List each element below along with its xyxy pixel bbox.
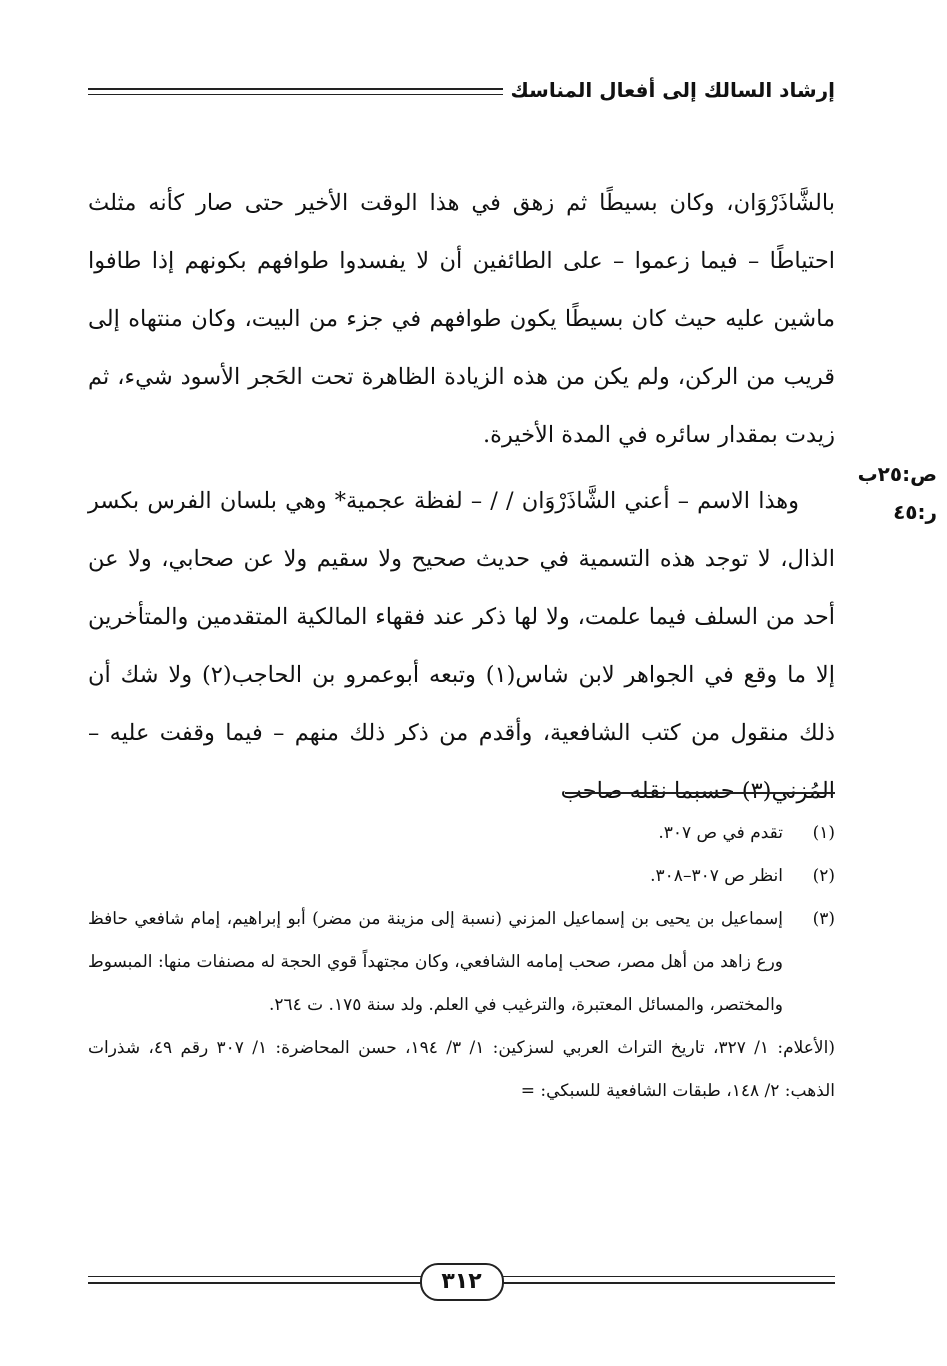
main-text bbox=[88, 174, 835, 820]
page-number: ٣١٢ bbox=[420, 1263, 504, 1301]
footnote-number: (١) bbox=[812, 823, 835, 843]
footnote-text: انظر ص ٣٠٧–٣٠٨. bbox=[650, 866, 783, 886]
margin-note-line-1: ص:٢٥ب bbox=[857, 462, 937, 486]
footnote-2 bbox=[88, 855, 835, 898]
footnote-3-references: (الأعلام: ١/ ٣٢٧، تاريخ التراث العربي لسزكين: ١/ ٣/ ١٩٤، حسن المحاضرة: ١/ ٣٠٧ رقم ٤٩، شذرات الذهب: ٢/ ١٤٨، طبقات الشافعية للسبكي: = bbox=[88, 1038, 835, 1101]
footnote-text: تقدم في ص ٣٠٧. bbox=[658, 823, 783, 843]
header-rule-thin bbox=[88, 94, 565, 95]
page-footer bbox=[88, 1263, 835, 1299]
paragraph-2: وهذا الاسم – أعني الشَّاذَرْوَان / / – لفظة عجمية* وهي بلسان الفرس بكسر الذال، لا توجد هذه التسمية في حديث صحيح ولا سقيم ولا عن صحابي، ولا عن أحد من السلف فيما علمت، ولا لها ذكر عند فقهاء المالكية المتقدمين والمتأخرين إلا ما وقع في الجواهر لابن شاس(١) وتبعه أبوعمرو بن الحاجب(٢) ولا شك أن ذلك منقول من كتب الشافعية، وأقدم من ذكر ذلك منهم – فيما وقفت عليه – المُزني(٣) حسبما نقله صاحب bbox=[88, 488, 835, 804]
running-header bbox=[88, 78, 835, 108]
margin-note-line-2: ر:٤٥ bbox=[893, 500, 937, 524]
footnote-number: (٣) bbox=[812, 909, 835, 929]
header-rule bbox=[88, 88, 565, 90]
footnote-3 bbox=[88, 898, 835, 1027]
paragraph-1: بالشَّاذَرْوَان، وكان بسيطًا ثم زهق في هذا الوقت الأخير حتى صار كأنه مثلث احتياطًا – فيما زعموا – على الطائفين أن لا يفسدوا طوافهم بكونهم إذا طافوا ماشين عليه حيث كان بسيطًا يكون طوافهم في جزء من البيت، وكان منتهاه إلى قريب من الركن، ولم يكن من هذه الزيادة الظاهرة تحت الحَجر الأسود شيء، ثم زيدت بمقدار سائره في المدة الأخيرة. bbox=[88, 190, 835, 448]
footnotes bbox=[88, 812, 835, 1113]
footnote-separator bbox=[565, 792, 835, 794]
footnote-1 bbox=[88, 812, 835, 855]
book-title: إرشاد السالك إلى أفعال المناسك bbox=[503, 78, 835, 102]
manuscript-margin-reference bbox=[847, 455, 937, 531]
footnote-text: إسماعيل بن يحيى بن إسماعيل المزني (نسبة إلى مزينة من مضر) أبو إبراهيم، إمام شافعي حافظ ورع زاهد من أهل مصر، صحب إمامه الشافعي، وكان مجتهداً قوي الحجة له مصنفات منها: المبسوط والمختصر، والمسائل المعتبرة، والترغيب في العلم. ولد سنة ١٧٥. ت ٢٦٤. bbox=[88, 909, 783, 1015]
footnote-number: (٢) bbox=[812, 866, 835, 886]
